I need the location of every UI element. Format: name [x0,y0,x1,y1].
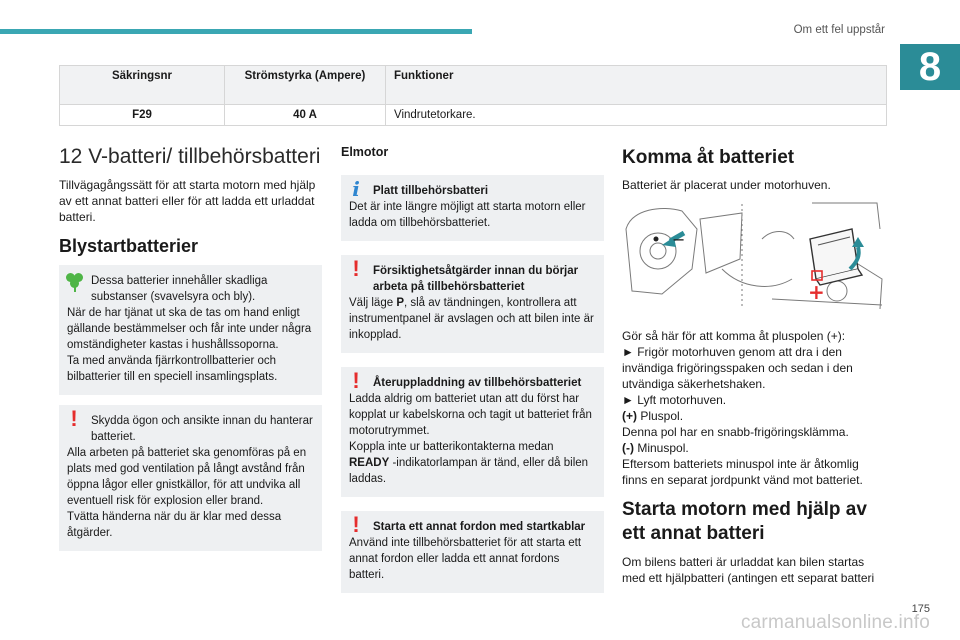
electric-motor-heading: Elmotor [341,145,389,159]
cell-fuse-number: F29 [60,105,225,126]
jump-start-body: Använd inte tillbehörsbatteriet för att starta ett annat fordon eller ladda ett annat fordons batteri. [349,537,582,581]
recharging-body: Ladda aldrig om batteriet utan att du först har kopplat ur kabelskorna och tagit ut batteriet från motorutrymmet. [349,393,592,437]
lead-battery-heading: Blystartbatterier [59,236,199,256]
environment-leaf-icon [66,273,84,291]
access-battery-heading: Komma åt batteriet [622,147,795,168]
environment-note-body: När de har tjänat ut ska de tas om hand enligt gällande bestämmelser och får inte under några omständigheter kastas i hushållssoporna. Ta med använda fjärrkontrollbatterier och bilbatterier till en speciell insamlingsplats. [67,307,312,383]
watermark: carmanualsonline.info [740,612,930,633]
warning-icon: ! [352,512,360,537]
recharging-note [341,367,604,497]
warning-icon: ! [352,368,360,393]
table-header-row [60,66,887,105]
fuse-table [59,65,887,126]
chapter-number-badge: 8 [900,44,960,90]
plus-terminal-label: + [808,280,825,304]
column-header-fuse-number: Säkringsnr [60,66,225,105]
column-middle [341,145,604,603]
recharging-title: Återuppladdning av tillbehörsbatteriet [373,377,582,389]
battery-section-title: 12 V-batteri/ tillbehörsbatteri [59,145,321,168]
battery-intro: Tillvägagångssätt för att starta motorn med hjälp av ett annat batteri eller för att ladda ett urladdat batteri. [59,178,316,224]
column-header-functions: Funktioner [386,66,887,105]
precautions-title: Försiktighetsåtgärder innan du börjar arbeta på tillbehörsbatteriet [373,265,579,293]
flat-battery-body: Det är inte längre möjligt att starta motorn eller ladda om tillbehörsbatteriet. [349,201,586,229]
engine-bay-illustration [622,199,884,311]
jump-start-title: Starta ett annat fordon med startkablar [373,521,586,533]
step-2: ► Lyft motorhuven. [622,393,727,407]
step-1: ► Frigör motorhuven genom att dra i den invändiga frigöringsspaken och sedan i den utvändiga säkerhetshaken. [622,345,853,391]
jump-start-heading: Starta motorn med hjälp av ett annat batteri [622,499,867,544]
access-battery-intro: Batteriet är placerat under motorhuven. [622,178,831,192]
minus-pole-line: (-) Minuspol. [622,441,689,455]
precautions-body: Välj läge P, slå av tändningen, kontrollera att instrumentpanel är avslagen och att bilen inte är inkopplad. [349,297,594,341]
jump-start-intro: Om bilens batteri är urladdat kan bilen startas med ett hjälpbatteri (antingen ett separat batteri [622,555,875,585]
safety-warning-note [59,405,322,551]
cell-amperage: 40 A [225,105,386,126]
environment-note [59,265,322,395]
section-title: Om ett fel uppstår [793,24,885,36]
flat-battery-note [341,175,604,241]
jump-start-note [341,511,604,593]
warning-icon: ! [70,406,78,431]
recharging-body-2: Koppla inte ur batterikontakterna medan READY -indikatorlampan är tänd, eller då bilen laddas. [349,441,589,485]
column-right [622,145,886,596]
plus-pole-desc: Denna pol har en snabb-frigöringsklämma. [622,425,849,439]
header-accent-bar [0,29,472,34]
steps-intro: Gör så här för att komma åt pluspolen (+): [622,329,846,343]
environment-note-lead: Dessa batterier innehåller skadliga substanser (svavelsyra och bly). [91,275,268,303]
minus-pole-desc: Eftersom batteriets minuspol inte är åtkomlig finns en separat jordpunkt vänd mot batteriet. [622,457,863,487]
page-number: 175 [911,603,930,615]
plus-pole-line: (+) Pluspol. [622,409,684,423]
table-row [60,105,887,126]
safety-warning-body: Alla arbeten på batteriet ska genomföras på en plats med god ventilation på långt avstånd från öppna lågor eller gnistkällor, för att undvika all eventuell risk för explosion eller brand. Tvätta händerna när du är klar med dessa åtgärder. [67,447,307,539]
cell-function: Vindrutetorkare. [386,105,887,126]
column-left [59,145,322,561]
flat-battery-title: Platt tillbehörsbatteri [373,185,489,197]
info-icon: i [352,177,360,201]
column-header-amperage: Strömstyrka (Ampere) [225,66,386,105]
safety-warning-lead: Skydda ögon och ansikte innan du hanterar batteriet. [91,415,313,443]
precautions-note [341,255,604,353]
warning-icon: ! [352,256,360,281]
minus-terminal-label: − [672,230,686,249]
